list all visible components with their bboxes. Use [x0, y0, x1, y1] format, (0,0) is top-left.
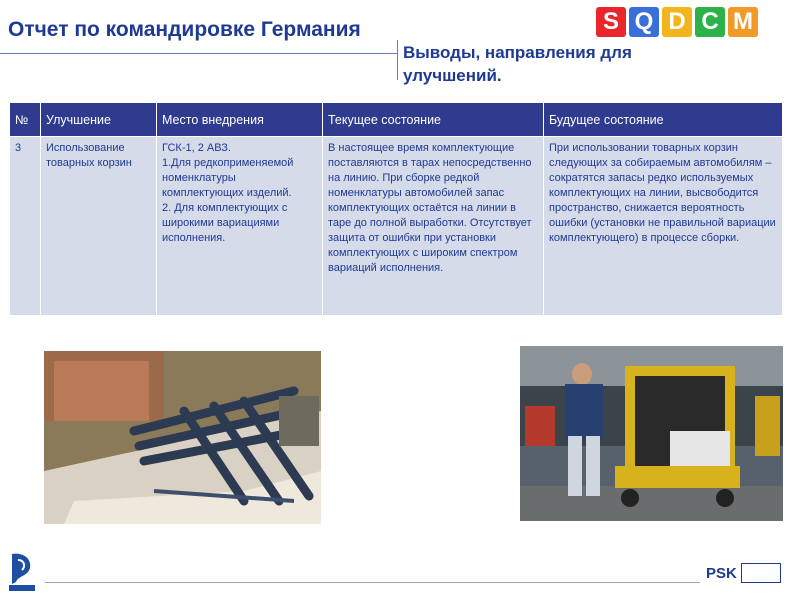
psk-logo-text: PSK: [706, 564, 737, 582]
col-header-current: Текущее состояние: [323, 103, 544, 137]
psk-logo: [706, 563, 791, 583]
cell-place: ГСК-1, 2 АВЗ. 1.Для редкоприменяемой номенклатуры комплектующих изделий. 2. Для комплектующих с широкими вариациями исполнения.: [157, 137, 323, 316]
table-row: [10, 137, 783, 316]
photo-parts-rack: [44, 351, 321, 524]
sqdcm-logo: [596, 7, 758, 37]
table-header-row: [10, 103, 783, 137]
cell-future: При использовании товарных корзин следующих за собираемым автомобилям – сократятся запасы редко используемых комплектующих на линии, высвободится пространство, снижается вероятность ошибки (установки не правильной вариации комплектующего) в процессе сборки.: [544, 137, 783, 316]
kamaz-logo-icon: [8, 550, 36, 592]
col-header-place: Место внедрения: [157, 103, 323, 137]
photo-assembly-line-illustration: [520, 346, 783, 521]
photo-assembly-line: [520, 346, 783, 521]
sqdcm-letter-d: D: [662, 7, 692, 37]
sqdcm-letter-s: S: [596, 7, 626, 37]
footer-divider: [45, 582, 700, 583]
col-header-improvement: Улучшение: [41, 103, 157, 137]
cell-current: В настоящее время комплектующие поставляются в тарах непосредственно на линию. При сборке редкой номенклатуры автомобилей запас комплектующих остаётся на линии в таре до полной выработки. Отсутствует защита от ошибки при установки комплектующих с широким спектром вариаций исполнения.: [323, 137, 544, 316]
col-header-number: №: [10, 103, 41, 137]
psk-logo-box: [741, 563, 781, 583]
cell-improvement: Использование товарных корзин: [41, 137, 157, 316]
sqdcm-letter-q: Q: [629, 7, 659, 37]
title-divider: [0, 53, 398, 54]
page-subtitle: Выводы, направления для улучшений.: [403, 43, 632, 85]
sqdcm-letter-c: C: [695, 7, 725, 37]
improvements-table: [9, 102, 783, 316]
page-title: Отчет по командировке Германия: [8, 18, 361, 41]
cell-number: 3: [10, 137, 41, 316]
kamaz-logo: [8, 550, 36, 592]
sqdcm-letter-m: M: [728, 7, 758, 37]
photo-parts-rack-illustration: [44, 351, 321, 524]
col-header-future: Будущее состояние: [544, 103, 783, 137]
